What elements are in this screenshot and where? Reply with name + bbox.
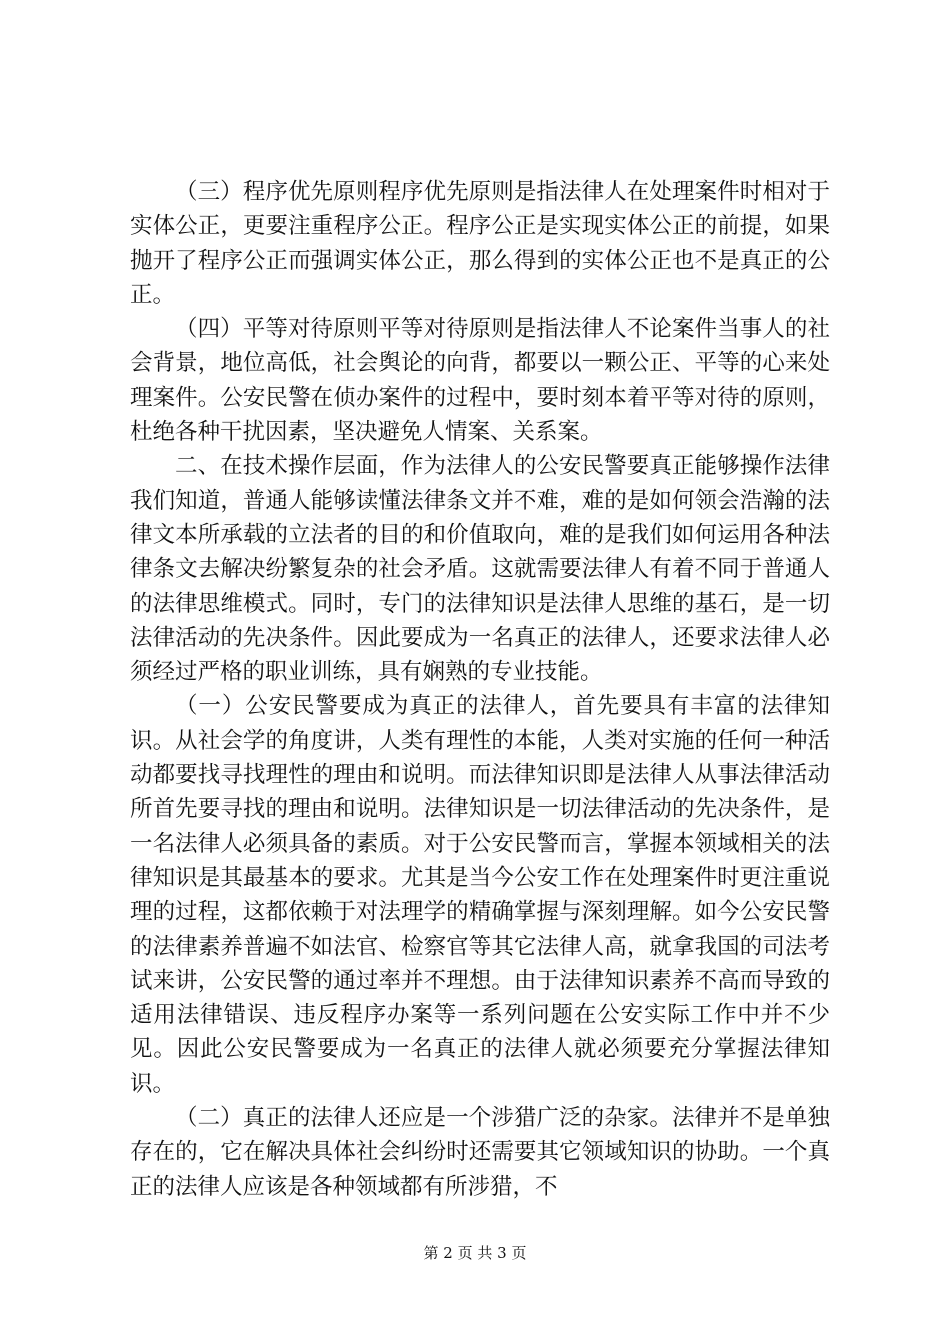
- paragraph-broad-knowledge: （二）真正的法律人还应是一个涉猎广泛的杂家。法律并不是单独存在的，它在解决具体社会纠纷时还需要其它领域知识的协助。一个真正的法律人应该是各种领域都有所涉猎，不: [130, 1105, 830, 1200]
- document-body: [130, 175, 830, 1204]
- paragraph-procedure-priority: （三）程序优先原则程序优先原则是指法律人在处理案件时相对于实体公正，更要注重程序公正。程序公正是实现实体公正的前提，如果抛开了程序公正而强调实体公正，那么得到的实体公正也不是真正的公正。: [130, 179, 830, 308]
- page-number-footer: 第 2 页 共 3 页: [423, 1244, 527, 1262]
- paragraph-technical-operation: 二、在技术操作层面，作为法律人的公安民警要真正能够操作法律我们知道，普通人能够读懂法律条文并不难，难的是如何领会浩瀚的法律文本所承载的立法者的目的和价值取向，难的是我们如何运用各种法律条文去解决纷繁复杂的社会矛盾。这就需要法律人有着不同于普通人的法律思维模式。同时，专门的法律知识是法律人思维的基石，是一切法律活动的先决条件。因此要成为一名真正的法律人，还要求法律人必须经过严格的职业训练，具有娴熟的专业技能。: [130, 453, 830, 686]
- paragraph-equal-treatment: （四）平等对待原则平等对待原则是指法律人不论案件当事人的社会背景，地位高低，社会舆论的向背，都要以一颗公正、平等的心来处理案件。公安民警在侦办案件的过程中，要时刻本着平等对待的原则，杜绝各种干扰因素，坚决避免人情案、关系案。: [130, 316, 830, 446]
- paragraph-legal-knowledge: （一）公安民警要成为真正的法律人，首先要具有丰富的法律知识。从社会学的角度讲，人类有理性的本能，人类对实施的任何一种活动都要找寻找理性的理由和说明。而法律知识即是法律人从事法律活动所首先要寻找的理由和说明。法律知识是一切法律活动的先决条件，是一名法律人必须具备的素质。对于公安民警而言，掌握本领域相关的法律知识是其最基本的要求。尤其是当今公安工作在处理案件时更注重说理的过程，这都依赖于对法理学的精确掌握与深刻理解。如今公安民警的法律素养普遍不如法官、检察官等其它法律人高，就拿我国的司法考试来讲，公安民警的通过率并不理想。由于法律知识素养不高而导致的适用法律错误、违反程序办案等一系列问题在公安实际工作中并不少见。因此公安民警要成为一名真正的法律人就必须要充分掌握法律知识。: [130, 693, 830, 1097]
